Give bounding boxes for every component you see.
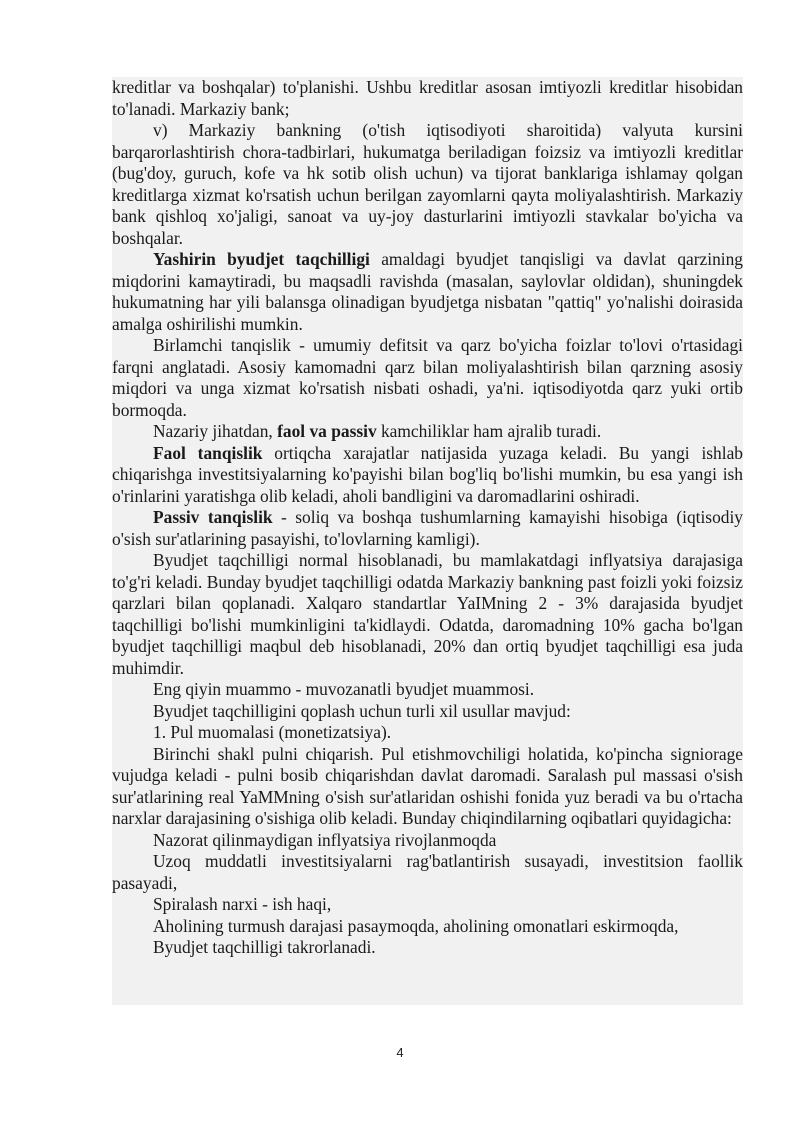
paragraph-5 <box>112 421 743 443</box>
paragraph-7 <box>112 507 743 550</box>
paragraph-5-pre: Nazariy jihatdan, <box>153 421 278 441</box>
consequence-3: Spiralash narxi - ish haqi, <box>153 894 332 914</box>
paragraph-7-text: - soliq va boshqa tushumlarning kamayishi hisobiga (iqtisodiy o'sish sur'atlarining pasayishi, to'lovlarning kamligi). <box>112 507 743 549</box>
paragraph-4: Birlamchi tanqislik - umumiy defitsit va qarz bo'yicha foizlar to'lovi o'rtasidagi farqni anglatadi. Asosiy kamomadni qarz bilan moliyalashtirish bilan qarzning asosiy miqdori va unga xizmat ko'rsatish nisbati oshadi, ya'ni. iqtisodiyotda qarz yuki ortib bormoqda. <box>112 335 743 420</box>
term-hidden-deficit: Yashirin byudjet taqchilligi <box>153 249 370 269</box>
consequence-1: Nazorat qilinmaydigan inflyatsiya rivojlanmoqda <box>153 829 497 850</box>
term-active-passive: faol va passiv <box>277 421 377 441</box>
consequence-5: Byudjet taqchilligi takrorlanadi. <box>153 937 376 957</box>
page-number: 4 <box>396 1045 404 1060</box>
paragraph-2: v) Markaziy bankning (o'tish iqtisodiyoti sharoitida) valyuta kursini barqarorlashtirish chora-tadbirlari, hukumatga beriladigan foizsiz va imtiyozli kreditlar (bug'doy, guruch, kofe va hk sotib olish uchun) va tijorat banklariga ishlamay qolgan kreditlarga xizmat ko'rsatish uchun berilgan zayomlarni qayta moliyalashtirish. Markaziy bank qishloq xo'jaligi, sanoat va uy-joy dasturlarini imtiyozli stavkalar bo'yicha va boshqalar. <box>112 120 743 248</box>
paragraph-9: Eng qiyin muammo - muvozanatli byudjet muammosi. <box>153 679 535 699</box>
consequence-4: Aholining turmush darajasi pasaymoqda, aholining omonatlari eskirmoqda, <box>153 915 679 936</box>
paragraph-6 <box>112 443 743 508</box>
term-passive-deficit: Passiv tanqislik <box>153 507 273 527</box>
paragraph-1: kreditlar va boshqalar) to'planishi. Ushbu kreditlar asosan imtiyozli kreditlar hisobidan to'lanadi. Markaziy bank; <box>112 77 743 119</box>
term-active-deficit: Faol tanqislik <box>153 442 263 463</box>
body-text <box>112 77 743 1005</box>
paragraph-10: Byudjet taqchilligini qoplash uchun turli xil usullar mavjud: <box>153 700 571 721</box>
paragraph-5-post: kamchiliklar ham ajralib turadi. <box>376 421 602 441</box>
paragraph-12: Birinchi shakl pulni chiqarish. Pul etishmovchiligi holatida, ko'pincha signiorage vujudga keladi - pulni bosib chiqarishdan davlat daromadi. Saralash pul massasi o'sish sur'atlarining real YaMMning o'sish sur'atlaridan oshishi fonida yuz beradi va bu o'rtacha narxlar darajasining o'sishiga olib keladi. Bunday chiqindilarning oqibatlari quyidagicha: <box>112 743 743 828</box>
paragraph-3 <box>112 249 743 335</box>
list-item-monetization: 1. Pul muomalasi (monetizatsiya). <box>153 722 392 742</box>
consequence-2: Uzoq muddatli investitsiyalarni rag'batlantirish susayadi, investitsion faollik pasayadi, <box>112 851 743 893</box>
paragraph-8: Byudjet taqchilligi normal hisoblanadi, bu mamlakatdagi inflyatsiya darajasiga to'g'ri keladi. Bunday byudjet taqchilligi odatda Markaziy bankning past foizli yoki foizsiz qarzlari bilan qoplanadi. Xalqaro standartlar YaIMning 2 - 3% darajasida byudjet taqchilligi bo'lishi mumkinligini ta'kidlaydi. Odatda, daromadning 10% gacha bo'lgan byudjet taqchilligi maqbul deb hisoblanadi, 20% dan ortiq byudjet taqchilligi esa juda muhimdir. <box>112 550 743 678</box>
paragraph-6-text: ortiqcha xarajatlar natijasida yuzaga keladi. Bu yangi ishlab chiqarishga investitsiyalarning ko'payishi bilan bog'liq bo'lishi mumkin, bu esa yangi ish o'rinlarini yaratishga olib keladi, aholi bandligini va daromadlarini oshiradi. <box>112 442 743 506</box>
paragraph-3-text: amaldagi byudjet tanqisligi va davlat qarzining miqdorini kamaytiradi, bu maqsadli ravishda (masalan, saylovlar oldidan), shuningdek hukumatning har yili balansga olinadigan byudjetga nisbatan "qattiq" yo'nalishi doirasida amalga oshirilishi mumkin. <box>112 249 743 334</box>
